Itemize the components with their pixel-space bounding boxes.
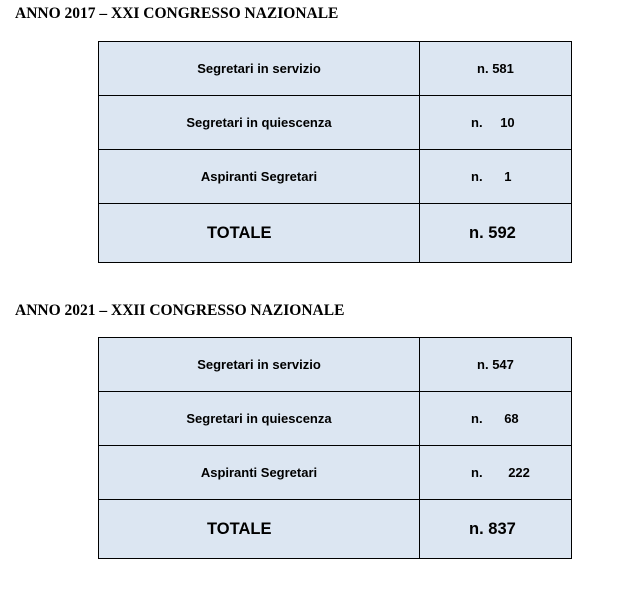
table-row bbox=[99, 446, 572, 500]
table-row bbox=[99, 338, 572, 392]
total-row bbox=[99, 500, 572, 559]
row-label: Segretari in quiescenza bbox=[99, 96, 420, 150]
value-number: 581 bbox=[492, 61, 514, 76]
value-number: 68 bbox=[504, 411, 519, 426]
row-value-cell bbox=[420, 338, 572, 392]
value-prefix: n. bbox=[477, 357, 489, 372]
value-number: 10 bbox=[500, 115, 515, 130]
row-value-cell bbox=[420, 96, 572, 150]
row-value-cell bbox=[420, 150, 572, 204]
membership-table-2021 bbox=[98, 337, 572, 559]
value-number: 547 bbox=[492, 357, 514, 372]
total-value-cell bbox=[420, 204, 572, 263]
total-label: TOTALE bbox=[99, 204, 420, 263]
value-prefix: n. bbox=[471, 411, 483, 426]
table-row bbox=[99, 96, 572, 150]
row-label: Aspiranti Segretari bbox=[99, 446, 420, 500]
row-value-cell bbox=[420, 446, 572, 500]
row-value-cell bbox=[420, 42, 572, 96]
value-number: 222 bbox=[508, 465, 530, 480]
section-heading-2017: ANNO 2017 – XXI CONGRESSO NAZIONALE bbox=[15, 5, 339, 22]
total-row bbox=[99, 204, 572, 263]
value-prefix: n. bbox=[471, 465, 483, 480]
value-number: 837 bbox=[488, 519, 516, 538]
section-heading-2021: ANNO 2021 – XXII CONGRESSO NAZIONALE bbox=[15, 302, 345, 319]
value-prefix: n. bbox=[471, 115, 483, 130]
value-prefix: n. bbox=[469, 223, 484, 242]
value-prefix: n. bbox=[477, 61, 489, 76]
value-prefix: n. bbox=[469, 519, 484, 538]
value-number: 1 bbox=[504, 169, 512, 184]
total-value-cell bbox=[420, 500, 572, 559]
value-prefix: n. bbox=[471, 169, 483, 184]
table-row bbox=[99, 392, 572, 446]
row-label: Segretari in servizio bbox=[99, 42, 420, 96]
value-number: 592 bbox=[488, 223, 516, 242]
row-label: Segretari in servizio bbox=[99, 338, 420, 392]
row-label: Segretari in quiescenza bbox=[99, 392, 420, 446]
table-row bbox=[99, 42, 572, 96]
row-label: Aspiranti Segretari bbox=[99, 150, 420, 204]
total-label: TOTALE bbox=[99, 500, 420, 559]
table-row bbox=[99, 150, 572, 204]
membership-table-2017 bbox=[98, 41, 572, 263]
row-value-cell bbox=[420, 392, 572, 446]
